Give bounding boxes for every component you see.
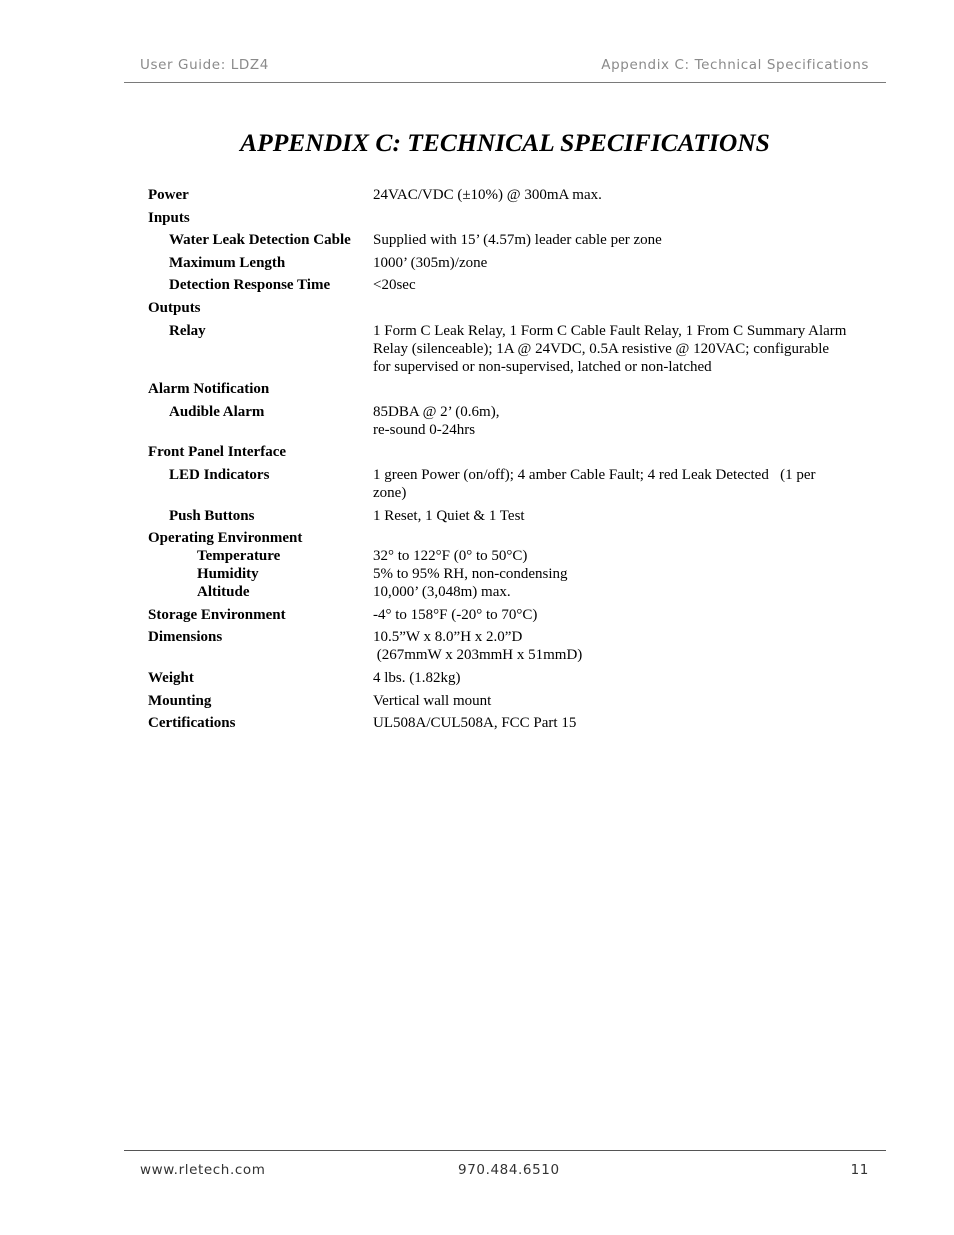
spec-row-front-panel: [148, 443, 888, 461]
header-guide-title: User Guide: LDZ4: [140, 57, 269, 73]
spec-value-line: 1 Form C Leak Relay, 1 Form C Cable Fault Relay, 1 From C Summary Alarm: [373, 322, 847, 339]
spec-row-outputs: [148, 299, 888, 317]
spec-label: Audible Alarm: [169, 403, 265, 420]
spec-value-humidity: 5% to 95% RH, non-condensing: [373, 566, 568, 583]
spec-value: <20sec: [373, 277, 416, 294]
spec-sub-label-altitude: Altitude: [197, 584, 250, 601]
spec-value: 1 Reset, 1 Quiet & 1 Test: [373, 507, 525, 524]
spec-row-certifications: [148, 714, 888, 732]
spec-value-line: re-sound 0-24hrs: [373, 421, 476, 438]
spec-row-weight: [148, 669, 888, 687]
footer-phone: 970.484.6510: [458, 1162, 560, 1178]
spec-value: [373, 403, 888, 439]
spec-value: 24VAC/VDC (±10%) @ 300mA max.: [373, 187, 602, 203]
spec-label: Water Leak Detection Cable: [169, 232, 351, 249]
spec-value-line: Relay (silenceable); 1A @ 24VDC, 0.5A resistive @ 120VAC; configurable: [373, 340, 830, 357]
spec-row-alarm-notification: [148, 380, 888, 398]
spec-section-label: Outputs: [148, 299, 201, 316]
spec-label: Storage Environment: [148, 606, 286, 623]
spec-value-line: 85DBA @ 2’ (0.6m),: [373, 403, 500, 420]
spec-section-label: Alarm Notification: [148, 381, 270, 398]
spec-label: Mounting: [148, 692, 212, 709]
page-title: APPENDIX C: TECHNICAL SPECIFICATIONS: [240, 128, 770, 157]
spec-value-line-blank: [373, 529, 888, 547]
spec-section-label: Front Panel Interface: [148, 444, 287, 461]
spec-sub-label-temperature: Temperature: [197, 548, 281, 565]
spec-label: Certifications: [148, 715, 236, 732]
spec-row-dimensions: [148, 628, 888, 664]
spec-value-line: for supervised or non-supervised, latched or non-latched: [373, 358, 712, 375]
spec-row-push-buttons: [148, 507, 888, 525]
spec-value-line: 1 green Power (on/off); 4 amber Cable Fault; 4 red Leak Detected (1 per: [373, 466, 816, 483]
spec-value: -4° to 158°F (-20° to 70°C): [373, 606, 538, 623]
header-divider: [124, 82, 886, 83]
spec-section-label: Operating Environment: [148, 530, 303, 547]
spec-value: [373, 466, 888, 502]
footer-divider: [124, 1150, 886, 1151]
spec-label: Dimensions: [148, 629, 223, 646]
spec-value: Vertical wall mount: [373, 692, 492, 709]
spec-value: [373, 529, 888, 601]
spec-row-water-leak-cable: [148, 231, 888, 249]
spec-row-power: [148, 186, 888, 204]
spec-value-line: (267mmW x 203mmH x 51mmD): [373, 647, 583, 664]
spec-label: Relay: [169, 322, 206, 339]
spec-label: Detection Response Time: [169, 277, 331, 294]
spec-label: Power: [148, 187, 189, 203]
spec-row-storage-environment: [148, 606, 888, 624]
spec-value: [373, 628, 888, 664]
spec-row-max-length: [148, 254, 888, 272]
spec-sub-label-humidity: Humidity: [197, 566, 259, 583]
spec-label: Weight: [148, 669, 194, 686]
footer-page-number: 11: [850, 1162, 869, 1178]
spec-value: 4 lbs. (1.82kg): [373, 669, 461, 686]
spec-section-label: Inputs: [148, 209, 190, 226]
spec-value-line: 10.5”W x 8.0”H x 2.0”D: [373, 629, 523, 646]
spec-row-mounting: [148, 692, 888, 710]
spec-row-operating-environment: [148, 529, 888, 601]
spec-row-relay: [148, 322, 888, 376]
spec-value: [373, 322, 888, 376]
spec-label: [148, 529, 373, 601]
spec-row-response-time: [148, 276, 888, 294]
spec-table: [148, 186, 888, 737]
spec-value: Supplied with 15’ (4.57m) leader cable per zone: [373, 232, 662, 249]
spec-label: Push Buttons: [169, 507, 255, 524]
footer-website: www.rletech.com: [140, 1162, 266, 1178]
spec-value-temperature: 32° to 122°F (0° to 50°C): [373, 548, 528, 565]
spec-value-line: zone): [373, 484, 407, 501]
spec-value: 1000’ (305m)/zone: [373, 254, 488, 271]
spec-row-led-indicators: [148, 466, 888, 502]
spec-label: LED Indicators: [169, 466, 270, 483]
spec-label: Maximum Length: [169, 254, 286, 271]
spec-value: UL508A/CUL508A, FCC Part 15: [373, 715, 577, 732]
spec-row-inputs: [148, 209, 888, 227]
spec-value-altitude: 10,000’ (3,048m) max.: [373, 584, 511, 601]
spec-row-audible-alarm: [148, 403, 888, 439]
header-section-title: Appendix C: Technical Specifications: [601, 57, 869, 73]
